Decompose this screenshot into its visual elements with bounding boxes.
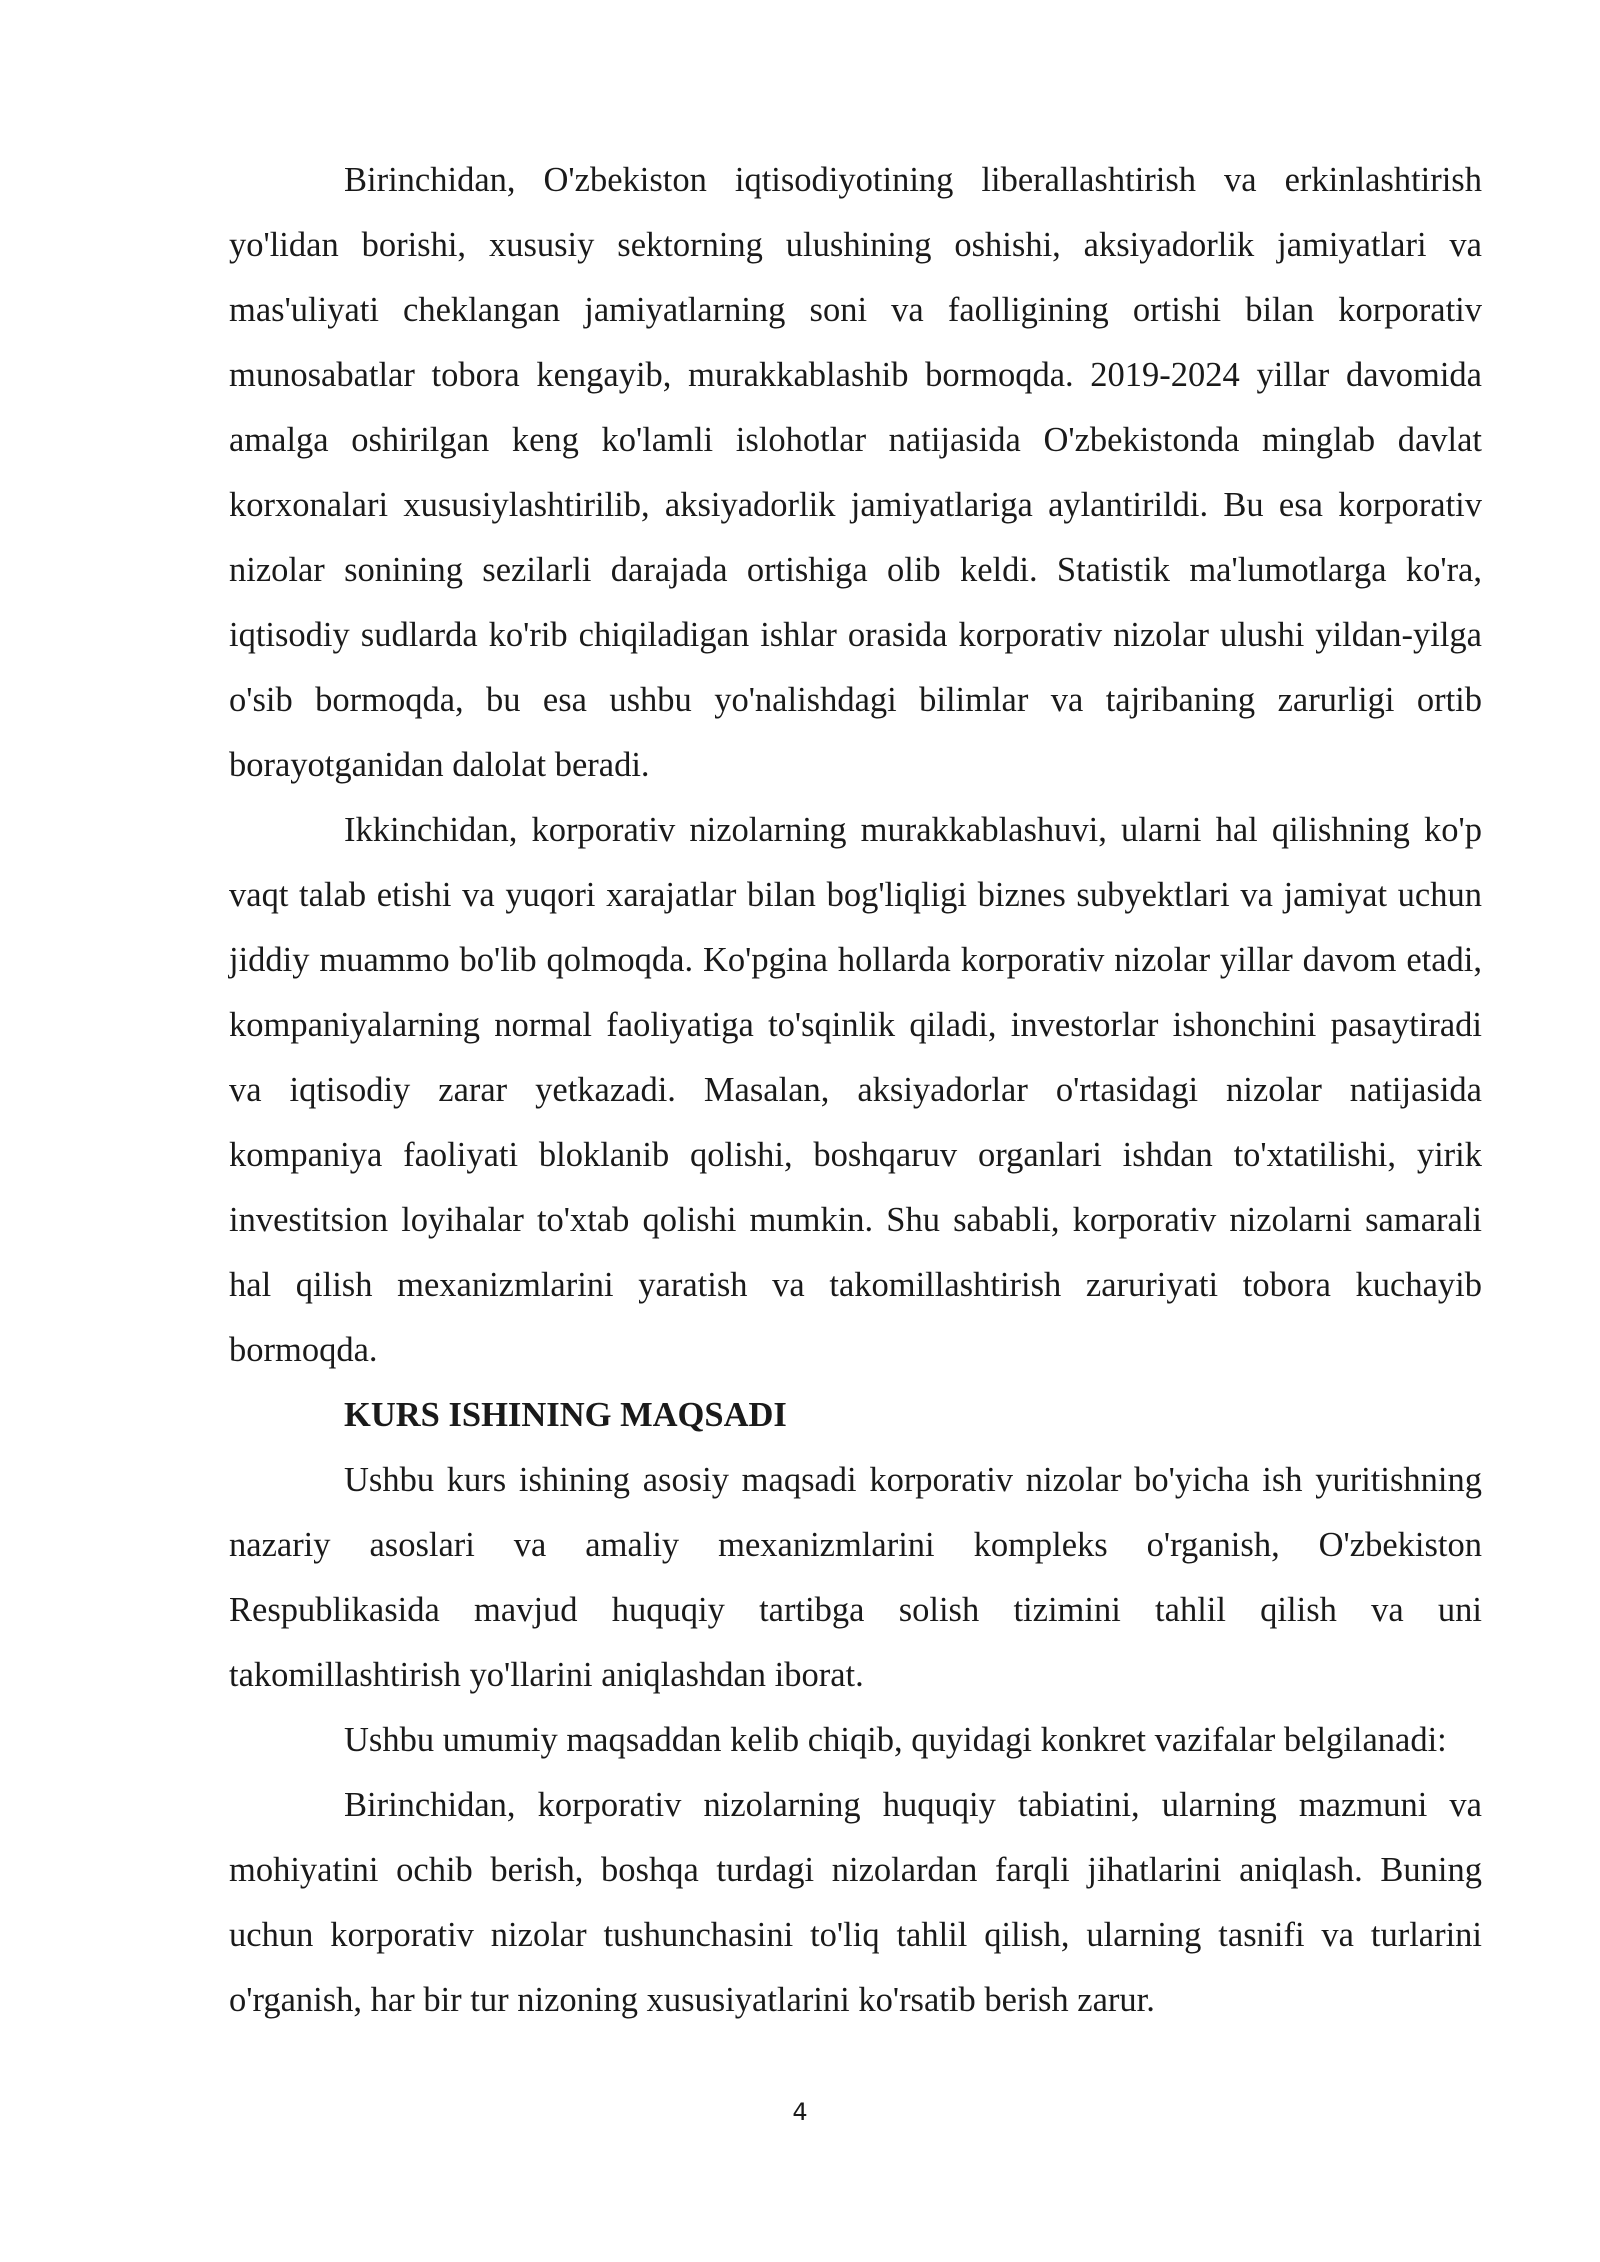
paragraph-main-goal: Ushbu kurs ishining asosiy maqsadi korporativ nizolar bo'yicha ish yuritishning nazariy asoslari va amaliy mexanizmlarini kompleks o'rganish, O'zbekiston Respublikasida mavjud huquqiy tartibga solish tizimini tahlil qilish va uni takomillashtirish yo'llarini aniqlashdan iborat. [229, 1461, 1482, 1694]
section-heading: KURS ISHINING MAQSADI [344, 1396, 787, 1434]
paragraph-privatization: Birinchidan, O'zbekiston iqtisodiyotining liberallashtirish va erkinlashtirish yo'lidan borishi, xususiy sektorning ulushining oshishi, aksiyadorlik jamiyatlari va mas'uliyati cheklangan jamiyatlarning soni va faolligining ortishi bilan korporativ munosabatlar tobora kengayib, murakkablashib bormoqda. 2019-2024 yillar davomida amalga oshirilgan keng ko'lamli islohotlar natijasida O'zbekistonda minglab davlat korxonalari xususiylashtirilib, aksiyadorlik jamiyatlariga aylantirildi. Bu esa korporativ nizolar sonining sezilarli darajada ortishiga olib keldi. Statistik ma'lumotlarga ko'ra, iqtisodiy sudlarda ko'rib chiqiladigan ishlar orasida korporativ nizolar ulushi yildan-yilga o'sib bormoqda, bu esa ushbu yo'nalishdagi bilimlar va tajribaning zarurligi ortib borayotganidan dalolat beradi. [229, 161, 1482, 784]
paragraph-first-task: Birinchidan, korporativ nizolarning huquqiy tabiatini, ularning mazmuni va mohiyatini ochib berish, boshqa turdagi nizolardan farqli jihatlarini aniqlash. Buning uchun korporativ nizolar tushunchasini to'liq tahlil qilish, ularning tasnifi va turlarini o'rganish, har bir tur nizoning xususiyatlarini ko'rsatib berish zarur. [229, 1786, 1482, 2019]
paragraph-tasks-intro: Ushbu umumiy maqsaddan kelib chiqib, quyidagi konkret vazifalar belgilanadi: [344, 1721, 1447, 1759]
paragraph-complexity: Ikkinchidan, korporativ nizolarning murakkablashuvi, ularni hal qilishning ko'p vaqt talab etishi va yuqori xarajatlar bilan bog'liqligi biznes subyektlari va jamiyat uchun jiddiy muammo bo'lib qolmoqda. Ko'pgina hollarda korporativ nizolar yillar davom etadi, kompaniyalarning normal faoliyatiga to'sqinlik qiladi, investorlar ishonchini pasaytiradi va iqtisodiy zarar yetkazadi. Masalan, aksiyadorlar o'rtasidagi nizolar natijasida kompaniya faoliyati bloklanib qolishi, boshqaruv organlari ishdan to'xtatilishi, yirik investitsion loyihalar to'xtab qolishi mumkin. Shu sababli, korporativ nizolarni samarali hal qilish mexanizmlarini yaratish va takomillashtirish zaruriyati tobora kuchayib bormoqda. [229, 811, 1482, 1369]
document-page [229, 148, 1482, 2033]
page-number: 4 [792, 2098, 808, 2126]
